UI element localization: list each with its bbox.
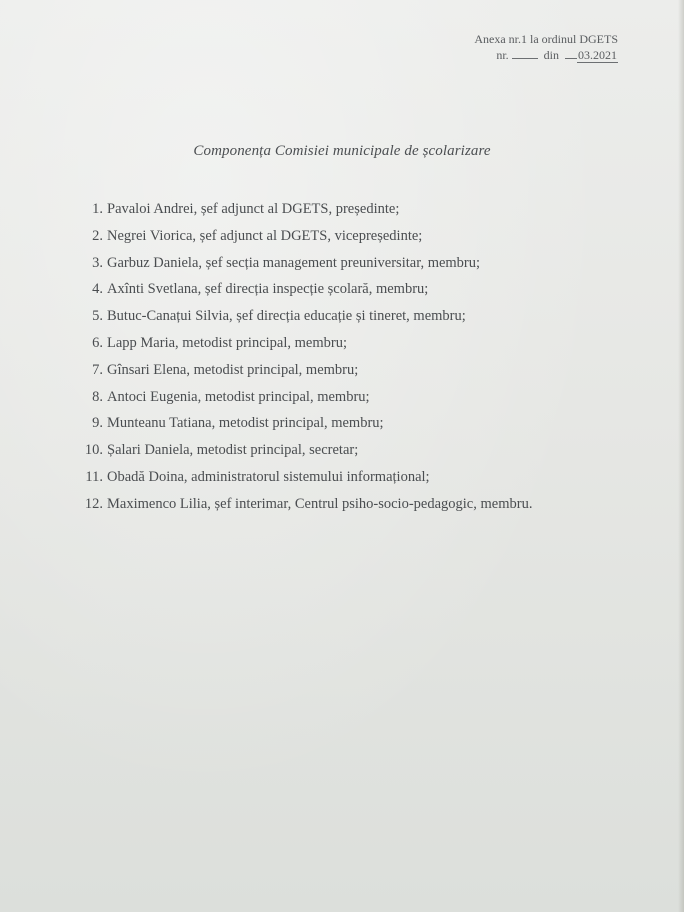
member-number: 11. xyxy=(85,468,103,485)
member-number: 8. xyxy=(92,388,103,405)
member-text: Negrei Viorica, șef adjunct al DGETS, vicepreședinte; xyxy=(107,227,423,244)
member-item xyxy=(78,228,638,255)
member-item xyxy=(78,469,638,496)
member-item xyxy=(78,281,638,308)
member-text: Gînsari Elena, metodist principal, membru; xyxy=(107,361,359,378)
member-number: 6. xyxy=(92,334,103,351)
member-text: Axînti Svetlana, șef direcția inspecție școlară, membru; xyxy=(107,281,429,298)
member-number: 2. xyxy=(92,227,103,244)
member-item xyxy=(78,362,638,389)
member-item xyxy=(78,308,638,335)
member-number: 1. xyxy=(92,201,103,217)
member-text: Garbuz Daniela, șef secția management preuniversitar, membru; xyxy=(107,254,481,271)
member-number: 9. xyxy=(92,415,103,432)
annex-day-blank xyxy=(565,47,577,59)
member-item xyxy=(78,255,638,282)
member-text: Lapp Maria, metodist principal, membru; xyxy=(107,334,347,351)
member-text: Obadă Doina, administratorul sistemului informațional; xyxy=(107,468,430,485)
member-number: 5. xyxy=(92,308,103,325)
member-item xyxy=(78,389,638,416)
member-text: Antoci Eugenia, metodist principal, membru; xyxy=(107,388,370,405)
annex-header xyxy=(474,31,618,63)
member-number: 3. xyxy=(92,254,103,271)
page-edge-shadow xyxy=(678,0,684,912)
member-text: Pavaloi Andrei, șef adjunct al DGETS, președinte; xyxy=(107,201,400,217)
member-text: Butuc-Canațui Silvia, șef direcția educație și tineret, membru; xyxy=(107,308,466,325)
annex-nr-blank xyxy=(512,47,538,59)
document-title: Componența Comisiei municipale de școlarizare xyxy=(193,143,491,159)
annex-din-label: din xyxy=(543,48,559,62)
member-item xyxy=(78,415,638,442)
members-list xyxy=(78,201,638,523)
member-number: 12. xyxy=(84,495,103,512)
member-text: Munteanu Tatiana, metodist principal, membru; xyxy=(107,415,384,432)
member-item xyxy=(78,335,638,362)
member-item xyxy=(78,201,638,228)
annex-date: 03.2021 xyxy=(578,48,617,62)
member-text: Maximenco Lilia, șef interimar, Centrul psiho-socio-pedagogic, membru. xyxy=(107,495,533,512)
annex-title: Anexa nr.1 la ordinul DGETS xyxy=(474,32,618,46)
member-number: 4. xyxy=(92,281,103,298)
member-item xyxy=(78,496,638,523)
member-number: 7. xyxy=(92,361,103,378)
member-item xyxy=(78,442,638,469)
member-number: 10. xyxy=(84,442,103,459)
member-text: Șalari Daniela, metodist principal, secretar; xyxy=(107,442,359,459)
annex-nr-label: nr. xyxy=(496,48,509,62)
annex-number-line xyxy=(474,47,618,63)
